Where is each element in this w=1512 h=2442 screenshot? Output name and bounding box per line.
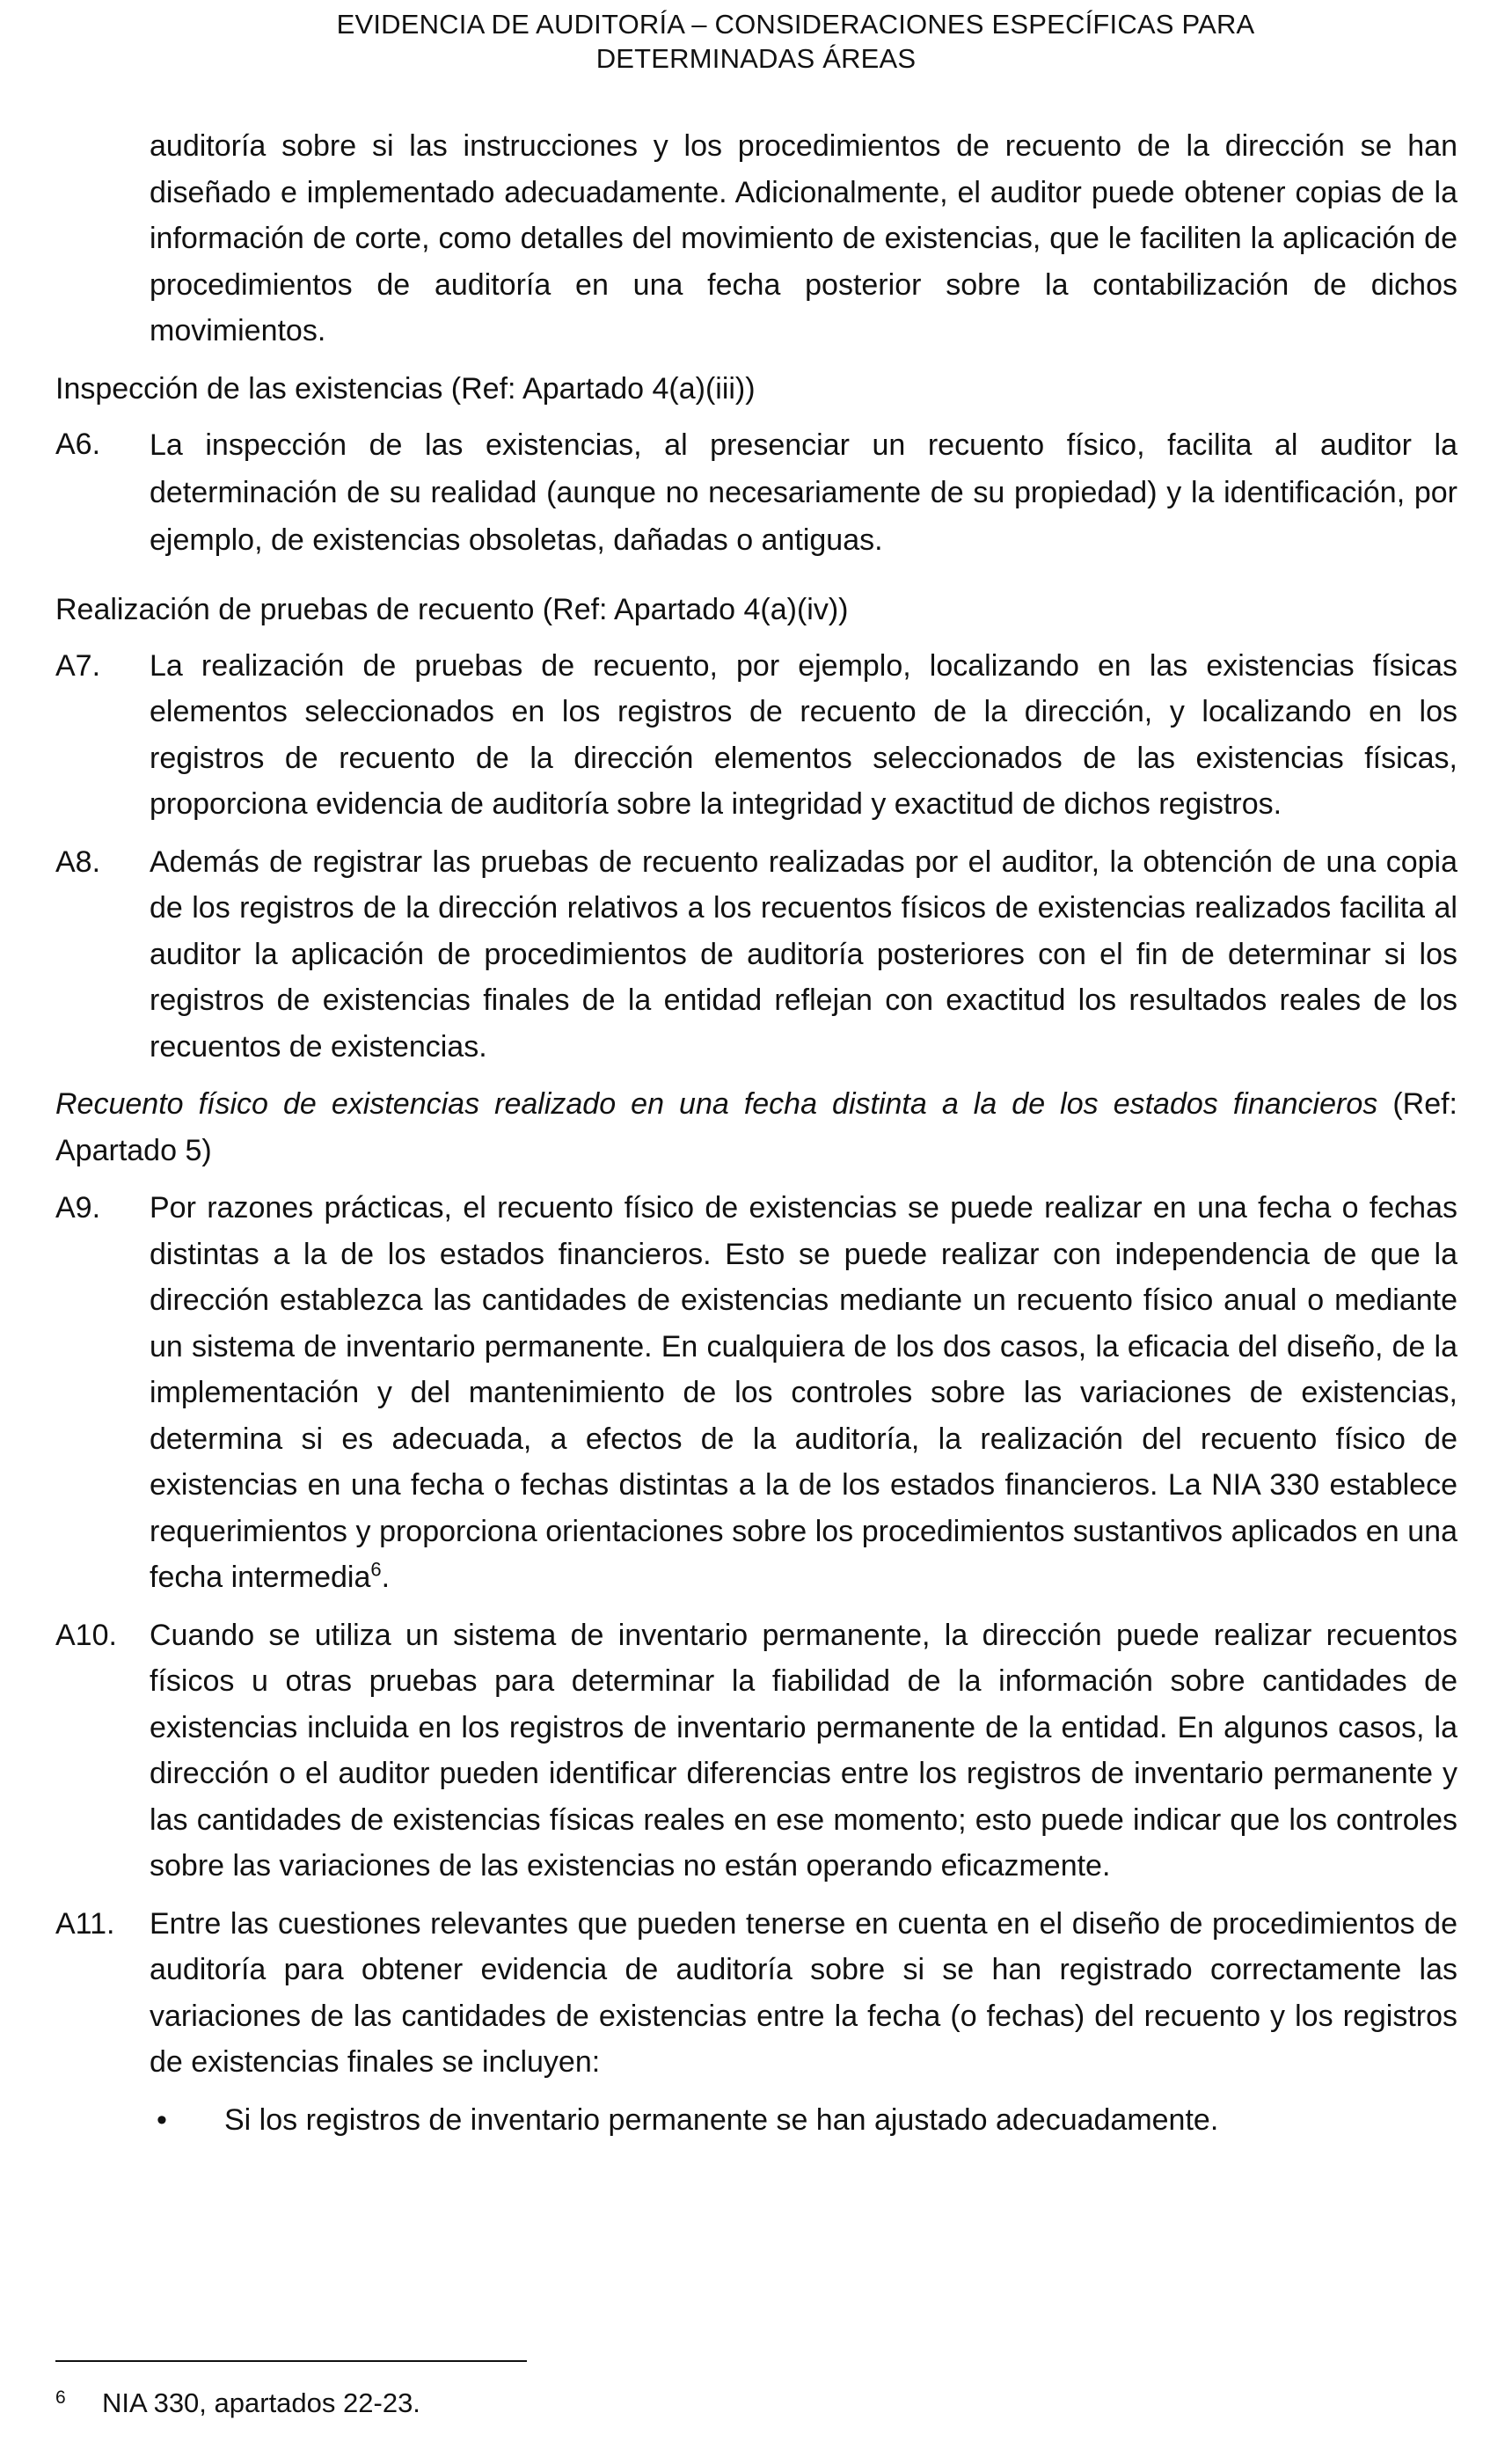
footnote-divider: [55, 2360, 527, 2362]
section-heading-reference: (Ref: Apartado 5): [55, 1087, 1457, 1167]
document-body: [55, 123, 1457, 2143]
paragraph-text: Además de registrar las pruebas de recuento realizadas por el auditor, la obtención de una copia de los registros de la dirección relativos a los recuentos físicos de existencias realizados facilita al auditor la aplicación de procedimientos de auditoría posteriores con el fin de determinar si los registros de existencias finales de la entidad reflejan con exactitud los resultados reales de los recuentos de existencias.: [150, 844, 1457, 1064]
section-heading-inspeccion: Inspección de las existencias (Ref: Apartado 4(a)(iii)): [55, 371, 756, 406]
continued-paragraph: auditoría sobre si las instrucciones y los procedimientos de recuento de la dirección se han diseñado e implementado adecuadamente. Adicionalmente, el auditor puede obtener copias de la información de corte, como detalles del movimiento de existencias, que le faciliten la aplicación de procedimientos de auditoría en una fecha posterior sobre la contabilización de dichos movimientos.: [150, 129, 1457, 347]
paragraph-a9-body: Por razones prácticas, el recuento físico de existencias se puede realizar en una fecha o fechas distintas a la de los estados financieros. Esto se puede realizar con independencia de que la dirección establezca las cantidades de existencias mediante un recuento físico anual o mediante un sistema de inventario permanente. En cualquiera de los dos casos, la eficacia del diseño, de la implementación y del mantenimiento de los controles sobre las variaciones de existencias, determina si es adecuada, a efectos de la auditoría, la realización del recuento físico de existencias en una fecha o fechas distintas a la de los estados financieros. La NIA 330 establece requerimientos y proporciona orientaciones sobre los procedimientos sustantivos aplicados en una fecha intermedia: [150, 1191, 1457, 1594]
paragraph-a6: [55, 421, 1457, 564]
paragraph-number: A6.: [55, 428, 101, 461]
paragraph-text: La realización de pruebas de recuento, por ejemplo, localizando en las existencias físicas elementos seleccionados en los registros de recuento de la dirección, y localizando en los registros de recuento de la dirección elementos seleccionados de las existencias físicas, proporciona evidencia de auditoría sobre la integridad y exactitud de dichos registros.: [150, 648, 1457, 821]
paragraph-a8: [55, 839, 1457, 1071]
paragraph-text: Entre las cuestiones relevantes que pueden tenerse en cuenta en el diseño de procedimientos de auditoría para obtener evidencia de auditoría sobre si se han registrado correctamente las variaciones de las cantidades de existencias entre la fecha (o fechas) del recuento y los registros de existencias finales se incluyen:: [150, 1906, 1457, 2079]
bullet-icon: •: [157, 2102, 167, 2137]
paragraph-number: A11.: [55, 1906, 115, 1941]
paragraph-a9-end: .: [381, 1561, 391, 1594]
paragraph-text: La inspección de las existencias, al presenciar un recuento físico, facilita al auditor la determinación de su realidad (aunque no necesariamente de su propiedad) y la identificación, por ejemplo, de existencias obsoletas, dañadas o antiguas.: [150, 428, 1457, 557]
bullet-text: Si los registros de inventario permanente se han ajustado adecuadamente.: [224, 2102, 1219, 2137]
section-heading-italic: Recuento físico de existencias realizado en una fecha distinta a la de los estados financieros: [55, 1087, 1378, 1121]
paragraph-text: Cuando se utiliza un sistema de inventario permanente, la dirección puede realizar recuentos físicos u otras pruebas para determinar la fiabilidad de la información sobre cantidades de existencias incluida en los registros de inventario permanente de la entidad. En algunos casos, la dirección o el auditor pueden identificar diferencias entre los registros de inventario permanente y las cantidades de existencias físicas reales en ese momento; esto puede indicar que los controles sobre las variaciones de las existencias no están operando eficazmente.: [150, 1618, 1457, 1883]
section-heading-pruebas-recuento: Realización de pruebas de recuento (Ref: Apartado 4(a)(iv)): [55, 593, 849, 626]
paragraph-a7: [55, 643, 1457, 828]
paragraph-number: A9.: [55, 1191, 101, 1225]
footnote-text: NIA 330, apartados 22-23.: [102, 2387, 420, 2418]
paragraph-a9: [55, 1185, 1457, 1601]
paragraph-number: A7.: [55, 648, 101, 683]
section-heading-fecha-distinta: [55, 1081, 1457, 1173]
header-line-1: EVIDENCIA DE AUDITORÍA – CONSIDERACIONES ESPECÍFICAS PARA: [336, 9, 1255, 40]
paragraph-a10: [55, 1612, 1457, 1890]
bullet-item: [150, 2097, 1457, 2144]
footnote-number: 6: [55, 2387, 66, 2408]
paragraph-number: A10.: [55, 1618, 117, 1652]
header-line-2: DETERMINADAS ÁREAS: [595, 43, 917, 74]
footnote-reference[interactable]: 6: [370, 1558, 382, 1581]
paragraph-number: A8.: [55, 844, 101, 879]
page-header: [0, 7, 1512, 76]
footnote: [55, 2386, 420, 2421]
paragraph-a11: [55, 1901, 1457, 2086]
paragraph-text: [150, 1185, 1457, 1601]
